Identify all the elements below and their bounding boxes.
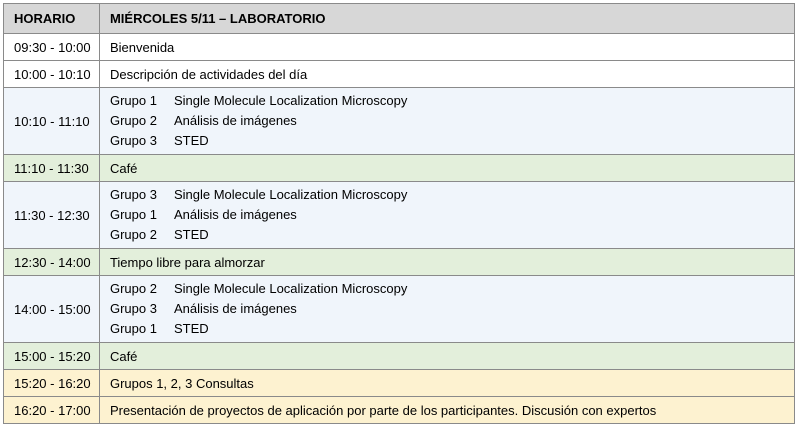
time-cell: 11:10 - 11:30: [4, 155, 100, 182]
table-row: [4, 61, 795, 88]
group-topic: STED: [173, 227, 209, 242]
group-label: Grupo 1: [109, 207, 157, 222]
header-horario: HORARIO: [4, 4, 100, 34]
group-line: [110, 91, 794, 111]
group-line: [110, 319, 794, 339]
group-line: [110, 299, 794, 319]
time-cell: 14:00 - 15:00: [4, 276, 100, 343]
activity-cell: Presentación de proyectos de aplicación por parte de los participantes. Discusión con expertos: [99, 397, 794, 424]
group-topic: STED: [173, 321, 209, 336]
group-topic: STED: [173, 133, 209, 148]
activity-cell: Descripción de actividades del día: [99, 61, 794, 88]
activity-cell: Grupos 1, 2, 3 Consultas: [99, 370, 794, 397]
group-line: [110, 225, 794, 245]
group-topic: Análisis de imágenes: [173, 113, 297, 128]
activity-cell: Bienvenida: [99, 34, 794, 61]
group-label: Grupo 2: [109, 113, 157, 128]
table-row: [4, 155, 795, 182]
time-cell: 10:10 - 11:10: [4, 88, 100, 155]
activity-cell: [99, 182, 794, 249]
time-cell: 09:30 - 10:00: [4, 34, 100, 61]
group-topic: Single Molecule Localization Microscopy: [173, 93, 408, 108]
activity-cell: [99, 276, 794, 343]
table-row: [4, 34, 795, 61]
table-row: [4, 88, 795, 155]
time-cell: 10:00 - 10:10: [4, 61, 100, 88]
time-cell: 12:30 - 14:00: [4, 249, 100, 276]
group-topic: Single Molecule Localization Microscopy: [173, 187, 408, 202]
group-label: Grupo 2: [109, 281, 157, 296]
group-topic: Análisis de imágenes: [173, 207, 297, 222]
activity-cell: Café: [99, 343, 794, 370]
activity-cell: Tiempo libre para almorzar: [99, 249, 794, 276]
time-cell: 11:30 - 12:30: [4, 182, 100, 249]
header-row: [4, 4, 795, 34]
table-row: [4, 370, 795, 397]
time-cell: 16:20 - 17:00: [4, 397, 100, 424]
schedule-wrapper: [3, 3, 795, 424]
table-row: [4, 343, 795, 370]
group-label: Grupo 3: [109, 187, 157, 202]
time-cell: 15:00 - 15:20: [4, 343, 100, 370]
group-line: [110, 131, 794, 151]
group-label: Grupo 1: [109, 93, 157, 108]
group-line: [110, 279, 794, 299]
table-row: [4, 249, 795, 276]
group-label: Grupo 3: [109, 301, 157, 316]
group-topic: Análisis de imágenes: [173, 301, 297, 316]
activity-cell: Café: [99, 155, 794, 182]
group-line: [110, 111, 794, 131]
table-row: [4, 276, 795, 343]
group-line: [110, 185, 794, 205]
group-label: Grupo 1: [109, 321, 157, 336]
activity-cell: [99, 88, 794, 155]
schedule-table: [3, 3, 795, 424]
table-row: [4, 182, 795, 249]
group-topic: Single Molecule Localization Microscopy: [173, 281, 408, 296]
group-line: [110, 205, 794, 225]
header-day-title: MIÉRCOLES 5/11 – LABORATORIO: [99, 4, 794, 34]
group-label: Grupo 2: [109, 227, 157, 242]
time-cell: 15:20 - 16:20: [4, 370, 100, 397]
group-label: Grupo 3: [109, 133, 157, 148]
table-row: [4, 397, 795, 424]
